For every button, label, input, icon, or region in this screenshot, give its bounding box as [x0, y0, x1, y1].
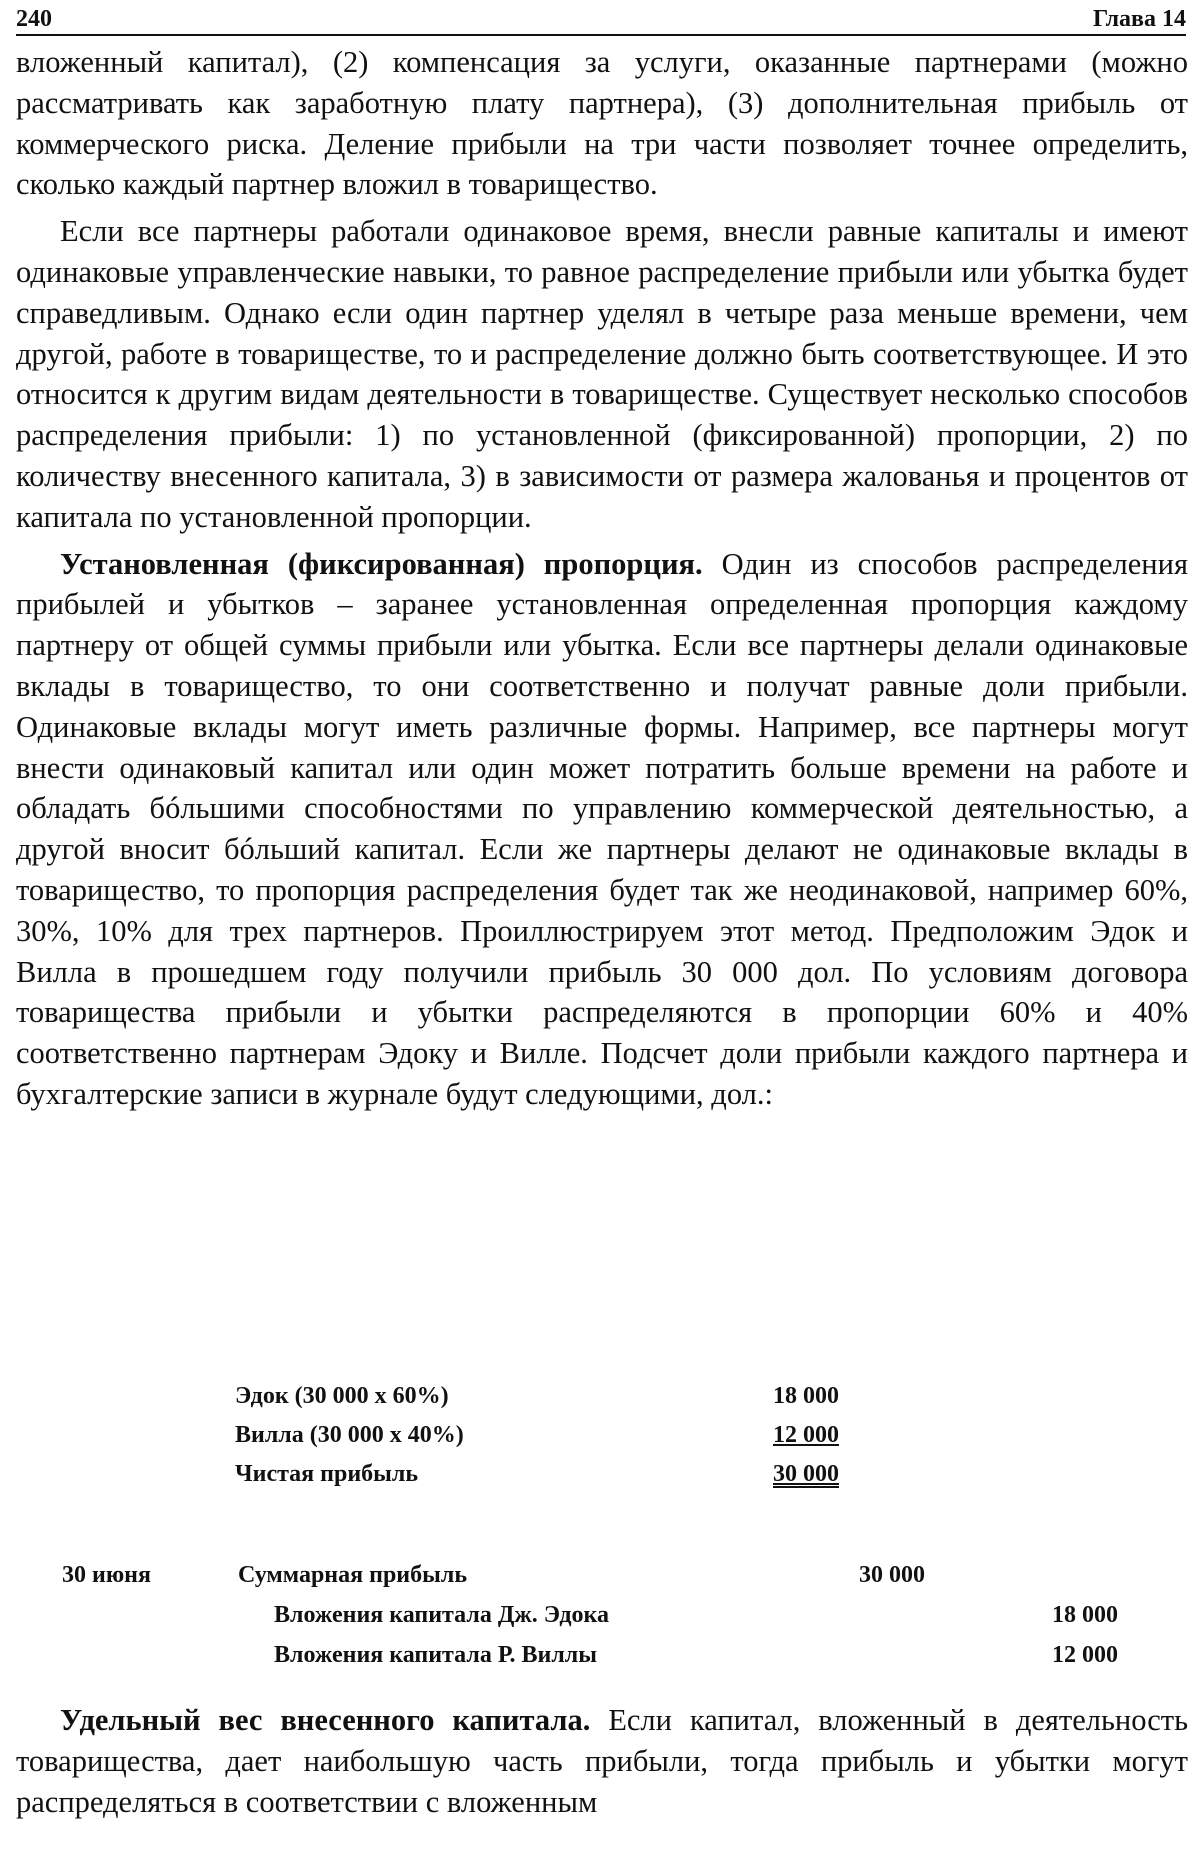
running-head [16, 4, 1186, 36]
paragraph-capital-weight-text: Если капитал, вложенный в деятельность товарищества, дает наибольшую часть прибыли, тогда прибыль и убытки могут распределяться в соответствии с вложенным [16, 1703, 1189, 1819]
journal-debit-account: Суммарная прибыль [238, 1562, 468, 1588]
paragraph-continuation: вложенный капитал), (2) компенсация за услуги, оказанные партнерами (можно рассматривать как заработную плату партнера), (3) дополнительная прибыль от коммерческого риска. Деление прибыли на три части позволяет точнее определить, сколько каждый партнер вложил в товарищество. [16, 45, 1188, 202]
calc-label: Вилла (30 000 х 40%) [235, 1422, 464, 1448]
journal-credit-account: Вложения капитала Р. Виллы [274, 1642, 597, 1668]
page-number: 240 [16, 6, 52, 32]
calc-label: Чистая прибыль [235, 1461, 419, 1487]
journal-credit-amount: 12 000 [1052, 1642, 1118, 1668]
paragraph-fixed-proportion [16, 544, 1188, 1115]
journal-row-debit [62, 1562, 1142, 1602]
run-in-heading-capital-weight: Удельный вес внесенного капитала. [60, 1703, 591, 1737]
journal-row-credit [62, 1642, 1142, 1682]
chapter-title: Глава 14 [1093, 6, 1186, 32]
paragraph-fixed-proportion-text: Один из способов распределения прибылей и убытков – заранее установленная определенная пропорция каждому партнеру от общей суммы прибыли или убытка. Если все партнеры делали одинаковые вклады в товарищество, то они соответственно и получат равные доли прибыли. Одинаковые вклады могут иметь различные формы. Например, все партнеры могут внести одинаковый капитал или один может потратить больше времени на работе и обладать бóльшими способностями по управлению коммерческой деятельностью, а другой вносит бóльший капитал. Если же партнеры делают не одинаковые вклады в товарищество, то пропорция распределения будет так же неодинаковой, например 60%, 30%, 10% для трех партнеров. Проиллюстрируем этот метод. Предположим Эдок и Вилла в прошедшем году получили прибыль 30 000 дол. По условиям договора товарищества прибыли и убытки распределяются в пропорции 60% и 40% соответственно партнерам Эдоку и Вилле. Подсчет доли прибыли каждого партнера и бухгалтерские записи в журнале будут следующими, дол.: [16, 546, 1188, 1111]
journal-entry [62, 1562, 1142, 1682]
calc-row [235, 1383, 955, 1422]
journal-row-credit [62, 1602, 1142, 1642]
body-text-lower [16, 1700, 1188, 1822]
paragraph-capital-weight [16, 1700, 1188, 1822]
calc-value: 18 000 [773, 1383, 839, 1409]
calc-row [235, 1422, 955, 1461]
journal-credit-account: Вложения капитала Дж. Эдока [274, 1602, 610, 1628]
calc-total: 30 000 [773, 1461, 839, 1487]
journal-date: 30 июня [62, 1562, 151, 1588]
body-text-upper [16, 42, 1188, 1115]
calc-row [235, 1461, 955, 1500]
calc-label: Эдок (30 000 х 60%) [235, 1383, 449, 1409]
calc-value: 12 000 [773, 1422, 839, 1448]
journal-credit-amount: 18 000 [1052, 1602, 1118, 1628]
run-in-heading-fixed-proportion: Установленная (фиксированная) пропорция. [60, 546, 703, 581]
profit-share-calculation [235, 1383, 955, 1500]
journal-debit-amount: 30 000 [859, 1562, 925, 1588]
paragraph-equal-distribution: Если все партнеры работали одинаковое время, внесли равные капиталы и имеют одинаковые управленческие навыки, то равное распределение прибыли или убытка будет справедливым. Однако если один партнер уделял в четыре раза меньше времени, чем другой, работе в товариществе, то и распределение должно быть соответствующее. И это относится к другим видам деятельности в товариществе. Существует несколько способов распределения прибыли: 1) по установленной (фиксированной) пропорции, 2) по количеству внесенного капитала, 3) в зависимости от размера жалованья и процентов от капитала по установленной пропорции. [16, 214, 1188, 534]
